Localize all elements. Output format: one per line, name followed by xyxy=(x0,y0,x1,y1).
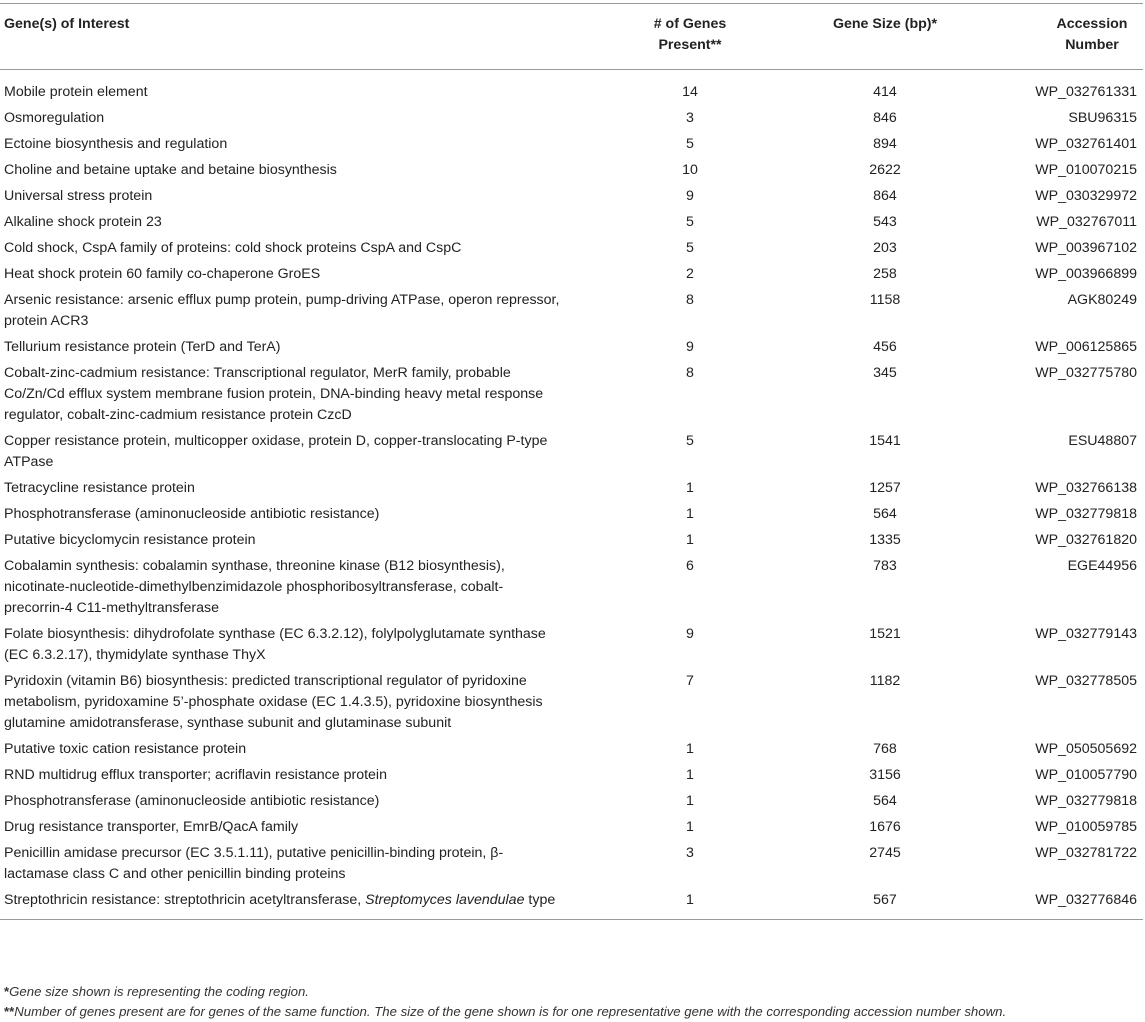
gene-name-cell: Drug resistance transporter, EmrB/QacA family xyxy=(4,819,299,835)
accession-cell: WP_032781722 xyxy=(1035,845,1137,861)
gene-count-cell: 5 xyxy=(686,136,694,152)
accession-cell: WP_032761401 xyxy=(1035,136,1137,152)
table-row xyxy=(0,236,1143,262)
table-body xyxy=(0,70,1143,920)
gene-count-cell: 1 xyxy=(686,892,694,908)
footnotes xyxy=(4,982,1006,1022)
table-row xyxy=(0,763,1143,789)
table-row xyxy=(0,335,1143,361)
gene-size-cell: 1182 xyxy=(869,673,901,689)
gene-size-cell: 2745 xyxy=(869,845,901,861)
gene-count-cell: 1 xyxy=(686,532,694,548)
gene-name-cell: Universal stress protein xyxy=(4,188,153,204)
table-row xyxy=(0,70,1143,107)
gene-count-cell: 6 xyxy=(686,558,694,574)
table-row xyxy=(0,554,1143,622)
gene-size-cell: 1335 xyxy=(869,532,901,548)
gene-size-cell: 543 xyxy=(873,214,897,230)
gene-count-cell: 10 xyxy=(682,162,698,178)
gene-name-cell: Mobile protein element xyxy=(4,84,148,100)
gene-table xyxy=(0,3,1143,920)
accession-cell: WP_010059785 xyxy=(1035,819,1137,835)
table-row xyxy=(0,158,1143,184)
gene-name-cell: Tetracycline resistance protein xyxy=(4,480,195,496)
gene-count-cell: 5 xyxy=(686,433,694,449)
table-row xyxy=(0,262,1143,288)
gene-count-cell: 5 xyxy=(686,240,694,256)
gene-name-cell: Phosphotransferase (aminonucleoside antibiotic resistance) xyxy=(4,793,380,809)
accession-cell: EGE44956 xyxy=(1067,558,1137,574)
accession-cell: WP_032776846 xyxy=(1035,892,1137,908)
table-row xyxy=(0,288,1143,335)
gene-size-cell: 567 xyxy=(873,892,897,908)
table-row xyxy=(0,106,1143,132)
gene-name-cell: Tellurium resistance protein (TerD and TerA) xyxy=(4,339,281,355)
gene-size-cell: 1676 xyxy=(869,819,901,835)
gene-name-cell: Arsenic resistance: arsenic efflux pump protein, pump-driving ATPase, operon repressor, protein ACR3 xyxy=(4,292,560,329)
gene-count-cell: 14 xyxy=(682,84,698,100)
gene-count-cell: 5 xyxy=(686,214,694,230)
gene-count-cell: 8 xyxy=(686,292,694,308)
accession-cell: WP_006125865 xyxy=(1035,339,1137,355)
table-row xyxy=(0,815,1143,841)
accession-cell: WP_032779818 xyxy=(1035,793,1137,809)
gene-size-cell: 564 xyxy=(873,793,897,809)
table-row xyxy=(0,841,1143,888)
gene-size-cell: 564 xyxy=(873,506,897,522)
gene-size-cell: 258 xyxy=(873,266,897,282)
gene-count-cell: 1 xyxy=(686,480,694,496)
gene-size-cell: 1257 xyxy=(869,480,901,496)
gene-name-cell: RND multidrug efflux transporter; acriflavin resistance protein xyxy=(4,767,387,783)
gene-size-cell: 345 xyxy=(873,365,897,381)
gene-size-cell: 2622 xyxy=(869,162,901,178)
gene-name-cell: Cobalamin synthesis: cobalamin synthase, threonine kinase (B12 biosynthesis), nicotinate-nucleotide-dimethylbenzimidazole phosphoribosyltransferase, cobalt-precorrin-4 C11-methyltransferase xyxy=(4,558,505,616)
gene-name-cell: Copper resistance protein, multicopper oxidase, protein D, copper-translocating P-type ATPase xyxy=(4,433,548,470)
gene-count-cell: 7 xyxy=(686,673,694,689)
gene-name-cell: Pyridoxin (vitamin B6) biosynthesis: predicted transcriptional regulator of pyridoxine metabolism, pyridoxamine 5’-phosphate oxidase (EC 1.4.3.5), pyridoxine biosynthesis glutamine amidotransferase, synthase subunit and glutaminase subunit xyxy=(4,673,543,731)
footnote-2: **Number of genes present are for genes of the same function. The size of the gene shown is for one representative gene with the corresponding accession number shown. xyxy=(4,1004,1007,1019)
gene-name-cell: Folate biosynthesis: dihydrofolate synthase (EC 6.3.2.12), folylpolyglutamate synthase (EC 6.3.2.17), thymidylate synthase ThyX xyxy=(4,626,546,663)
header-gene: Gene(s) of Interest xyxy=(4,16,130,32)
gene-size-cell: 1521 xyxy=(869,626,901,642)
gene-count-cell: 8 xyxy=(686,365,694,381)
accession-cell: ESU48807 xyxy=(1068,433,1137,449)
table-row xyxy=(0,669,1143,737)
accession-cell: WP_003967102 xyxy=(1035,240,1137,256)
gene-name-cell: Heat shock protein 60 family co-chaperone GroES xyxy=(4,266,321,282)
gene-name-cell: Choline and betaine uptake and betaine biosynthesis xyxy=(4,162,337,178)
gene-size-cell: 456 xyxy=(873,339,897,355)
accession-cell: WP_032778505 xyxy=(1035,673,1137,689)
gene-size-cell: 3156 xyxy=(869,767,901,783)
gene-name-cell: Ectoine biosynthesis and regulation xyxy=(4,136,228,152)
gene-count-cell: 2 xyxy=(686,266,694,282)
table-row xyxy=(0,476,1143,502)
header-size: Gene Size (bp)* xyxy=(832,16,938,32)
gene-name-cell: Alkaline shock protein 23 xyxy=(4,214,162,230)
table-row xyxy=(0,622,1143,669)
gene-name-cell: Cold shock, CspA family of proteins: cold shock proteins CspA and CspC xyxy=(4,240,462,256)
table-row xyxy=(0,210,1143,236)
accession-cell: WP_050505692 xyxy=(1035,741,1137,757)
gene-count-cell: 3 xyxy=(686,845,694,861)
accession-cell: WP_032761820 xyxy=(1035,532,1137,548)
table-row xyxy=(0,528,1143,554)
gene-size-cell: 414 xyxy=(873,84,897,100)
gene-size-cell: 1158 xyxy=(869,292,901,308)
accession-cell: WP_010070215 xyxy=(1035,162,1137,178)
accession-cell: WP_032779143 xyxy=(1035,626,1137,642)
gene-name-cell: Cobalt-zinc-cadmium resistance: Transcriptional regulator, MerR family, probable Co/Zn/Cd efflux system membrane fusion protein, DNA-binding heavy metal response regulator, cobalt-zinc-cadmium resistance protein CzcD xyxy=(4,365,544,423)
gene-size-cell: 1541 xyxy=(869,433,901,449)
table-row xyxy=(0,184,1143,210)
gene-name-cell: Putative bicyclomycin resistance protein xyxy=(4,532,256,548)
accession-cell: WP_030329972 xyxy=(1035,188,1137,204)
gene-size-cell: 894 xyxy=(873,136,897,152)
accession-cell: WP_032767011 xyxy=(1036,214,1137,230)
table-row xyxy=(0,888,1143,920)
gene-name-cell: Osmoregulation xyxy=(4,110,105,126)
gene-name-cell: Penicillin amidase precursor (EC 3.5.1.11), putative penicillin-binding protein, β-lactamase class C and other penicillin binding proteins xyxy=(4,845,504,882)
table-row xyxy=(0,502,1143,528)
gene-count-cell: 3 xyxy=(686,110,694,126)
gene-count-cell: 1 xyxy=(686,793,694,809)
gene-count-cell: 1 xyxy=(686,819,694,835)
accession-cell: WP_032761331 xyxy=(1035,84,1137,100)
gene-name-cell: Streptothricin resistance: streptothricin acetyltransferase, Streptomyces lavendulae type xyxy=(4,892,556,908)
header-accession: Accession Number xyxy=(1056,16,1128,53)
accession-cell: WP_032766138 xyxy=(1035,480,1137,496)
gene-count-cell: 9 xyxy=(686,626,694,642)
accession-cell: SBU96315 xyxy=(1068,110,1137,126)
gene-count-cell: 9 xyxy=(686,188,694,204)
gene-count-cell: 1 xyxy=(686,767,694,783)
header-count: # of Genes Present** xyxy=(653,16,727,53)
gene-size-cell: 846 xyxy=(873,110,897,126)
table-row xyxy=(0,789,1143,815)
accession-cell: WP_032779818 xyxy=(1035,506,1137,522)
gene-size-cell: 768 xyxy=(873,741,897,757)
table-header xyxy=(0,4,1143,70)
accession-cell: WP_003966899 xyxy=(1035,266,1137,282)
accession-cell: WP_032775780 xyxy=(1035,365,1137,381)
footnote-1: *Gene size shown is representing the coding region. xyxy=(4,984,309,999)
gene-size-cell: 864 xyxy=(873,188,897,204)
gene-name-cell: Phosphotransferase (aminonucleoside antibiotic resistance) xyxy=(4,506,380,522)
gene-count-cell: 1 xyxy=(686,506,694,522)
gene-name-cell: Putative toxic cation resistance protein xyxy=(4,741,247,757)
accession-cell: WP_010057790 xyxy=(1035,767,1137,783)
accession-cell: AGK80249 xyxy=(1067,292,1137,308)
table-row xyxy=(0,429,1143,476)
gene-size-cell: 203 xyxy=(873,240,897,256)
gene-size-cell: 783 xyxy=(873,558,897,574)
gene-count-cell: 1 xyxy=(686,741,694,757)
table-row xyxy=(0,361,1143,429)
table-row xyxy=(0,132,1143,158)
gene-count-cell: 9 xyxy=(686,339,694,355)
table-row xyxy=(0,737,1143,763)
